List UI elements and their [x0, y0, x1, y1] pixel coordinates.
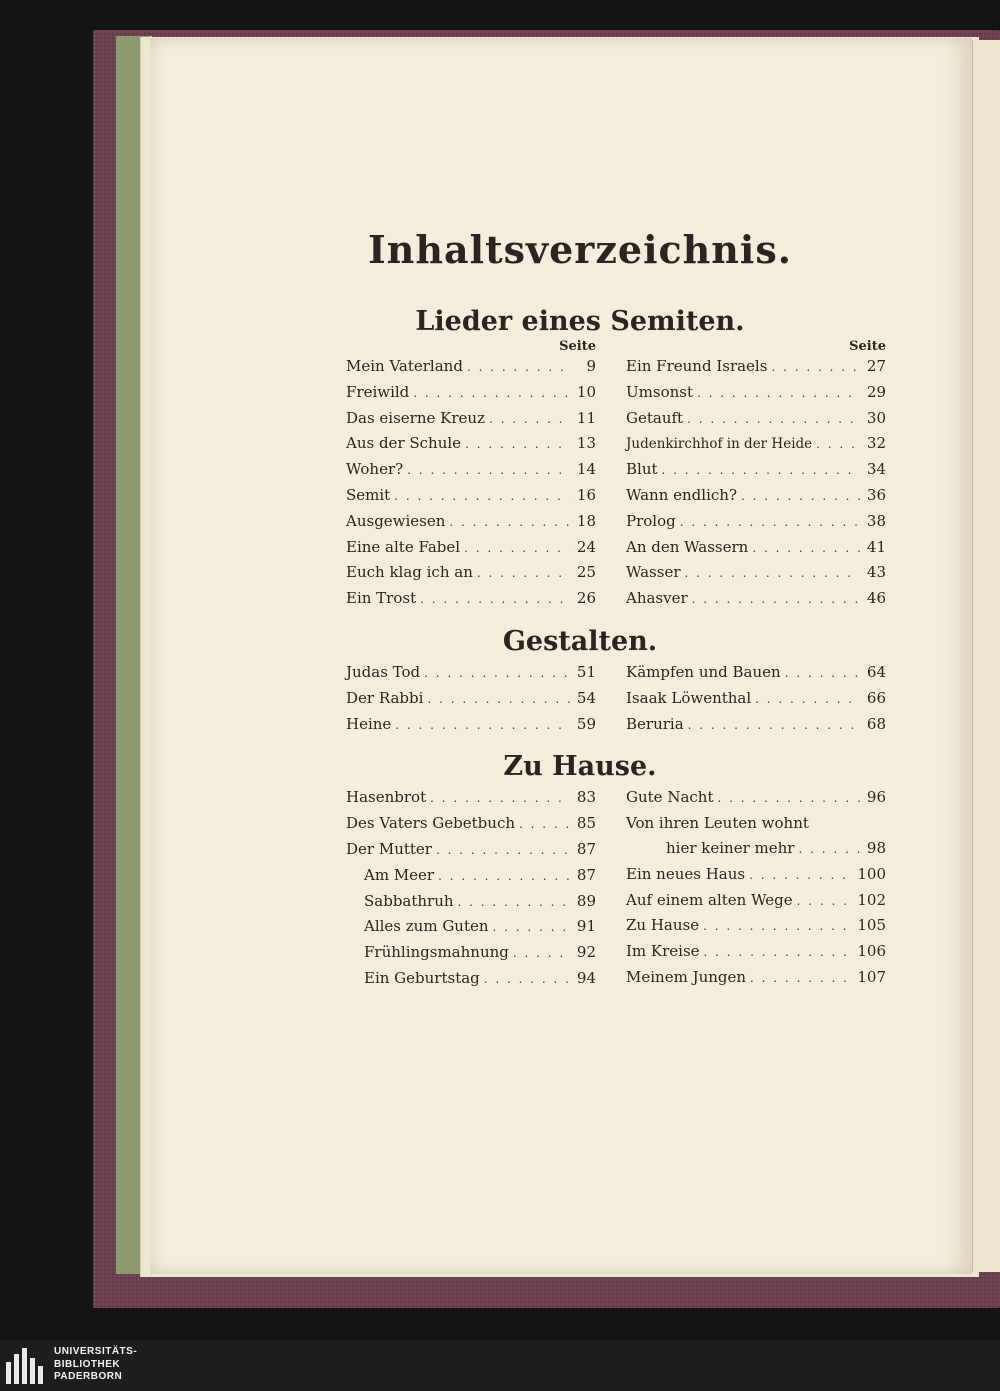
- toc-entry: [346, 380, 596, 406]
- leader-dots: [741, 484, 860, 509]
- right-column: [626, 785, 886, 991]
- toc-entry: [346, 811, 596, 837]
- toc-entry: [346, 431, 596, 457]
- entry-title: Euch klag ich an: [346, 563, 473, 582]
- right-column: [626, 340, 886, 612]
- leader-dots: [717, 786, 860, 811]
- leader-dots: [704, 940, 854, 965]
- entry-page: 25: [576, 563, 596, 582]
- entry-page: 68: [866, 714, 886, 733]
- toc-entry: [346, 914, 596, 940]
- page-column-heading: Seite: [849, 339, 886, 354]
- toc-entry: [626, 431, 886, 457]
- entry-title: Des Vaters Gebetbuch: [346, 814, 515, 833]
- entry-page: 41: [866, 537, 886, 556]
- toc-entry: [626, 560, 886, 586]
- entry-title: Von ihren Leuten wohnt: [626, 814, 809, 833]
- entry-page: 94: [576, 968, 596, 987]
- toc-entry: [346, 686, 596, 712]
- section-title: Gestalten.: [502, 625, 658, 657]
- entry-title: Blut: [626, 460, 658, 479]
- entry-title: Judenkirchhof in der Heide: [626, 436, 813, 453]
- entry-page: 51: [576, 662, 596, 681]
- entry-page: 59: [576, 714, 596, 733]
- entry-page: 85: [576, 814, 596, 833]
- entry-title: Gute Nacht: [626, 788, 714, 807]
- entry-page: 96: [866, 788, 886, 807]
- section-title: Zu Hause.: [503, 751, 657, 783]
- page-column-heading: Seite: [559, 339, 596, 354]
- entry-page: 107: [857, 967, 886, 986]
- entry-title: Alles zum Guten: [364, 917, 489, 936]
- entry-page: 105: [857, 916, 886, 935]
- leader-dots: [687, 407, 860, 432]
- entry-page: 34: [866, 460, 886, 479]
- toc-entry: [346, 660, 596, 686]
- entry-page: 91: [576, 917, 596, 936]
- entry-page: 46: [866, 589, 886, 608]
- entry-title: Das eiserne Kreuz: [346, 408, 485, 427]
- toc-entry: [626, 406, 886, 432]
- left-column: [346, 785, 596, 991]
- leader-dots: [477, 561, 570, 586]
- entry-title: Ein Freund Israels: [626, 357, 768, 375]
- leader-dots: [797, 889, 854, 914]
- toc-entry: [626, 811, 886, 836]
- toc-entry: [346, 535, 596, 561]
- entry-title: Sabbathruh: [364, 891, 454, 910]
- toc-entry: [346, 509, 596, 535]
- toc-entry: [626, 712, 886, 738]
- leader-dots: [680, 510, 860, 535]
- entry-page: 106: [857, 942, 886, 961]
- page-title: Inhaltsverzeichnis.: [368, 227, 792, 272]
- entry-title: Wasser: [626, 563, 681, 582]
- toc-entry: [626, 483, 886, 509]
- toc-entry: [346, 406, 596, 432]
- library-name: [54, 1346, 137, 1384]
- leader-dots: [816, 432, 860, 457]
- leader-dots: [685, 561, 861, 586]
- toc-entry: [626, 535, 886, 561]
- toc-entry: [346, 837, 596, 863]
- right-column: [626, 660, 886, 737]
- entry-title: Ein Trost: [346, 589, 417, 608]
- toc-entry: [346, 966, 596, 992]
- entry-page: 9: [586, 357, 596, 375]
- toc-entry: [346, 863, 596, 889]
- entry-title: Frühlingsmahnung: [364, 943, 509, 962]
- entry-page: 16: [576, 485, 596, 504]
- entry-title: Kämpfen und Bauen: [626, 662, 781, 681]
- toc-entry: [346, 712, 596, 738]
- toc-entry: [346, 483, 596, 509]
- toc-entry: [626, 380, 886, 406]
- entry-page: 89: [576, 891, 596, 910]
- entry-title: Meinem Jungen: [626, 967, 747, 986]
- entry-title: Hasenbrot: [346, 788, 427, 807]
- leader-dots: [749, 863, 853, 888]
- entry-page: 92: [576, 943, 596, 962]
- entry-title: Mein Vaterland: [346, 357, 463, 375]
- section-title: Lieder eines Semiten.: [415, 306, 745, 337]
- entry-page: 98: [866, 838, 886, 857]
- left-column: [346, 340, 596, 612]
- leader-dots: [489, 407, 570, 432]
- toc-entry: [346, 785, 596, 811]
- section-columns: [190, 660, 886, 737]
- leader-dots: [458, 890, 570, 915]
- toc-entry: [346, 586, 596, 612]
- toc-entry: [346, 940, 596, 966]
- toc-entry: [346, 889, 596, 915]
- toc-entry: [626, 913, 886, 939]
- leader-dots: [413, 381, 570, 406]
- toc-entry: [346, 457, 596, 483]
- entry-page: 24: [576, 537, 596, 556]
- entry-title: Woher?: [346, 460, 404, 479]
- entry-page: 64: [866, 662, 886, 681]
- leader-dots: [449, 510, 570, 535]
- entry-title: Beruria: [626, 714, 684, 733]
- table-of-contents: [190, 220, 910, 992]
- leader-dots: [438, 864, 570, 889]
- leader-dots: [798, 837, 860, 862]
- toc-entry: [626, 888, 886, 914]
- entry-title: Ausgewiesen: [346, 511, 446, 530]
- entry-page: 54: [576, 688, 596, 707]
- toc-entry: [626, 586, 886, 612]
- entry-page: 66: [866, 688, 886, 707]
- entry-title: Aus der Schule: [346, 434, 462, 453]
- entry-page: 100: [857, 864, 886, 883]
- leader-dots: [424, 661, 570, 686]
- library-footer: [0, 1340, 1000, 1391]
- entry-title: Im Kreise: [626, 942, 700, 961]
- section-columns: [190, 785, 886, 991]
- section-zu-hause: [190, 749, 910, 991]
- leader-dots: [513, 941, 570, 966]
- leader-dots: [420, 587, 570, 612]
- leader-dots: [407, 458, 570, 483]
- entry-page: 11: [576, 408, 596, 427]
- leader-dots: [688, 713, 860, 738]
- toc-entry: [626, 939, 886, 965]
- entry-page: 13: [576, 434, 596, 453]
- toc-entry: [626, 660, 886, 686]
- entry-title: hier keiner mehr: [666, 838, 795, 857]
- leader-dots: [771, 355, 860, 380]
- leader-dots: [467, 355, 570, 380]
- entry-page: 87: [576, 839, 596, 858]
- leader-dots: [395, 713, 570, 738]
- entry-page: 30: [866, 408, 886, 427]
- toc-entry: [626, 686, 886, 712]
- section-lieder: [190, 304, 910, 612]
- entry-title: Freiwild: [346, 382, 410, 401]
- entry-title: Zu Hause: [626, 916, 700, 935]
- section-gestalten: [190, 624, 910, 737]
- leader-dots: [692, 587, 860, 612]
- entry-page: 14: [576, 460, 596, 479]
- entry-title: Isaak Löwenthal: [626, 688, 752, 707]
- toc-entry: [626, 862, 886, 888]
- entry-title: Ein neues Haus: [626, 864, 746, 883]
- entry-title: An den Wassern: [626, 537, 749, 556]
- toc-entry: [626, 509, 886, 535]
- entry-page: 10: [576, 382, 596, 401]
- toc-entry: [346, 560, 596, 586]
- entry-title: Semit: [346, 485, 391, 504]
- entry-title: Heine: [346, 714, 392, 733]
- entry-title: Ahasver: [626, 589, 688, 608]
- entry-page: 18: [576, 511, 596, 530]
- entry-page: 27: [866, 357, 886, 375]
- entry-title: Der Rabbi: [346, 688, 424, 707]
- entry-title: Eine alte Fabel: [346, 537, 461, 556]
- leader-dots: [697, 381, 860, 406]
- leader-dots: [484, 967, 570, 992]
- leader-dots: [755, 687, 860, 712]
- left-column: [346, 660, 596, 737]
- toc-entry: [626, 785, 886, 811]
- entry-page: 29: [866, 382, 886, 401]
- toc-entry: [626, 354, 886, 380]
- leader-dots: [785, 661, 860, 686]
- entry-title: Am Meer: [364, 865, 435, 884]
- entry-title: Der Mutter: [346, 839, 432, 858]
- toc-entry: [626, 836, 886, 862]
- entry-page: 32: [866, 434, 886, 453]
- entry-title: Judas Tod: [346, 662, 421, 681]
- entry-page: 83: [576, 788, 596, 807]
- leader-dots: [703, 914, 853, 939]
- leader-dots: [752, 536, 860, 561]
- library-logo-icon: [6, 1348, 46, 1384]
- toc-entry: [346, 354, 596, 380]
- facing-page-edge: [972, 40, 1000, 1272]
- leader-dots: [662, 458, 860, 483]
- library-name-line: BIBLIOTHEK: [54, 1358, 121, 1370]
- library-name-line: PADERBORN: [54, 1371, 123, 1382]
- section-columns: [190, 340, 886, 612]
- entry-title: Wann endlich?: [626, 485, 737, 504]
- entry-title: Auf einem alten Wege: [626, 890, 793, 909]
- entry-title: Umsonst: [626, 382, 693, 401]
- leader-dots: [493, 915, 570, 940]
- entry-title: Getauft: [626, 408, 684, 427]
- toc-entry: [626, 457, 886, 483]
- leader-dots: [394, 484, 570, 509]
- entry-page: 102: [857, 890, 886, 909]
- leader-dots: [436, 838, 570, 863]
- leader-dots: [427, 687, 570, 712]
- leader-dots: [465, 432, 570, 457]
- entry-title: Prolog: [626, 511, 676, 530]
- entry-page: 87: [576, 865, 596, 884]
- entry-title: Ein Geburtstag: [364, 968, 480, 987]
- toc-entry: [626, 965, 886, 991]
- leader-dots: [464, 536, 570, 561]
- entry-page: 38: [866, 511, 886, 530]
- entry-page: 36: [866, 485, 886, 504]
- entry-page: 43: [866, 563, 886, 582]
- leader-dots: [750, 966, 853, 991]
- library-name-line: UNIVERSITÄTS-: [54, 1346, 138, 1357]
- leader-dots: [430, 786, 570, 811]
- leader-dots: [519, 812, 570, 837]
- entry-page: 26: [576, 589, 596, 608]
